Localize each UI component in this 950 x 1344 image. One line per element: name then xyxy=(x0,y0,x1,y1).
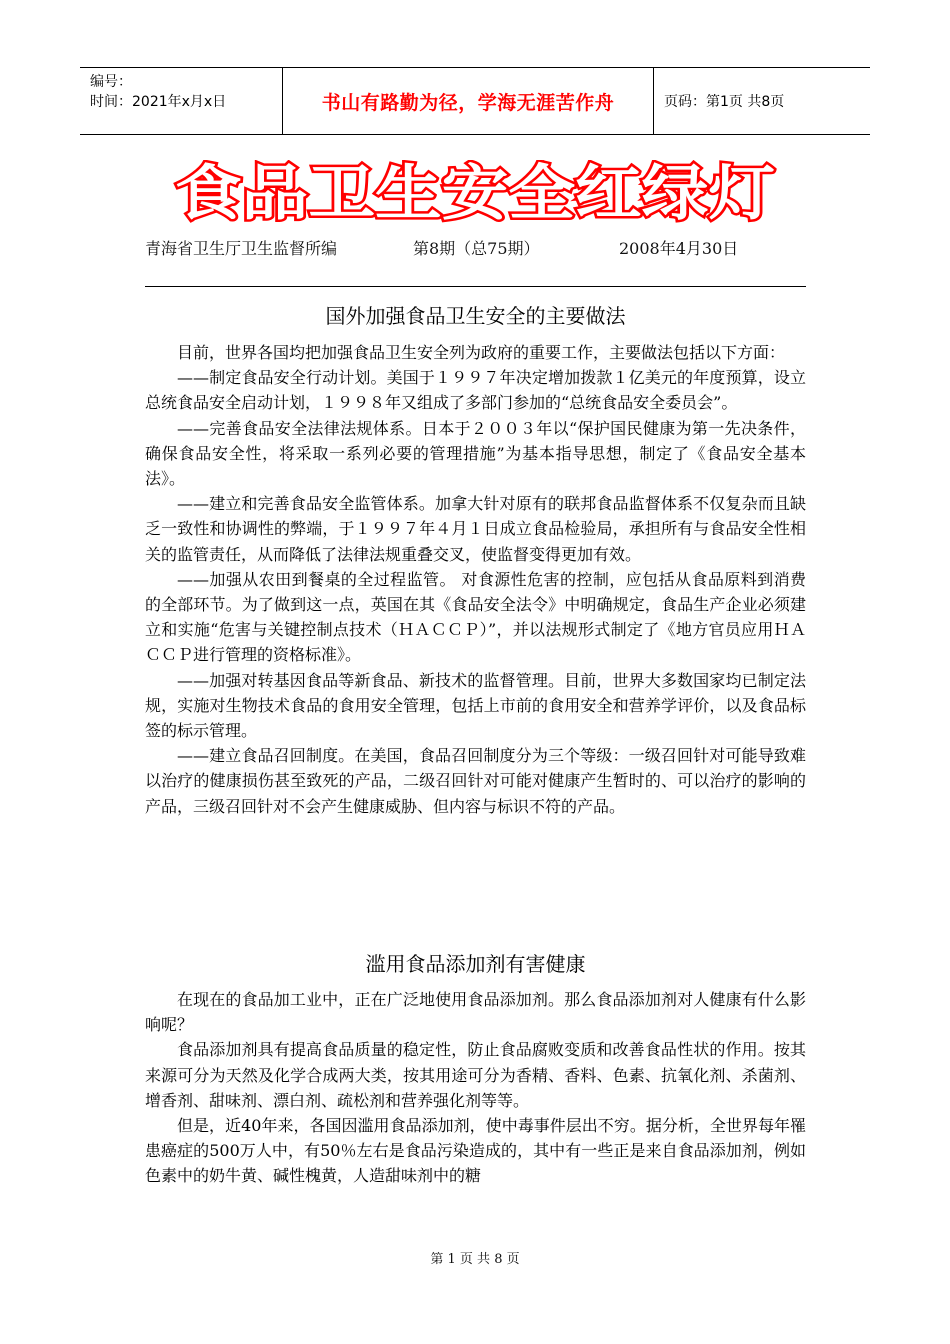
paragraph: ——建立食品召回制度。在美国，食品召回制度分为三个等级：一级召回针对可能导致难以治疗的健康损伤甚至致死的产品，二级召回针对可能对健康产生暂时的、可以治疗的影响的产品，三级召回针对不会产生健康威胁、但内容与标识不符的产品。 xyxy=(145,746,806,816)
article1-title: 国外加强食品卫生安全的主要做法 xyxy=(325,304,626,328)
page-info: 页码：第1页 共8页 xyxy=(664,94,785,110)
motto: 书山有路勤为径，学海无涯苦作舟 xyxy=(282,68,654,134)
paragraph: ——建立和完善食品安全监管体系。加拿大针对原有的联邦食品监督体系不仅复杂而且缺乏一致性和协调性的弊端，于１９９７年４月１日成立食品检验局，承担所有与食品安全性相关的监管责任，从而降低了法律法规重叠交叉，使监督变得更加有效。 xyxy=(145,494,806,564)
document-header xyxy=(80,67,870,135)
date-line: 时间：2021年x月x日 xyxy=(90,94,227,110)
paragraph: ——加强对转基因食品等新食品、新技术的监督管理。目前，世界大多数国家均已制定法规，实施对生物技术食品的食用安全管理，包括上市前的食用安全和营养学评价，以及食品标签的标示管理。 xyxy=(145,670,806,741)
article2-body xyxy=(145,987,806,1189)
issue-line xyxy=(145,236,805,258)
masthead-title-text: 食品卫生安全红绿灯 xyxy=(175,160,775,226)
paragraph: 在现在的食品加工业中，正在广泛地使用食品添加剂。那么食品添加剂对人健康有什么影响呢？ xyxy=(145,990,806,1035)
paragraph: 食品添加剂具有提高食品质量的稳定性，防止食品腐败变质和改善食品性状的作用。按其来源可分为天然及化学合成两大类，按其用途可分为香精、香料、色素、抗氧化剂、杀菌剂、增香剂、甜味剂、漂白剂、疏松剂和营养强化剂等等。 xyxy=(145,1040,806,1110)
paragraph: 但是，近40年来，各国因滥用食品添加剂，使中毒事件层出不穷。据分析，全世界每年罹患癌症的500万人中，有50％左右是食品污染造成的，其中有一些正是来自食品添加剂，例如色素中的奶牛黄、碱性槐黄，人造甜味剂中的糖 xyxy=(145,1116,806,1186)
page-footer: 第 1 页 共 8 页 xyxy=(430,1252,520,1267)
masthead-title xyxy=(140,160,810,226)
article2-title: 滥用食品添加剂有害健康 xyxy=(365,952,586,976)
serial-label: 编号： xyxy=(90,74,132,90)
paragraph: ——制定食品安全行动计划。美国于１９９７年决定增加拨款１亿美元的年度预算，设立总统食品安全启动计划，１９９８年又组成了多部门参加的“总统食品安全委员会”。 xyxy=(145,368,806,413)
divider-rule xyxy=(145,286,806,287)
issue-date: 2008年4月30日 xyxy=(619,239,739,258)
paragraph: ——完善食品安全法律法规体系。日本于２００３年以“保护国民健康为第一先决条件，确保食品安全性，将采取一系列必要的管理措施”为基本指导思想，制定了《食品安全基本法》。 xyxy=(145,418,806,489)
header-meta xyxy=(80,68,282,134)
publisher: 青海省卫生厅卫生监督所编 xyxy=(145,239,338,258)
issue-number: 第8期（总75期） xyxy=(413,239,540,258)
article1-body xyxy=(145,340,806,819)
paragraph: ——加强从农田到餐桌的全过程监管。 对食源性危害的控制，应包括从食品原料到消费的全部环节。为了做到这一点，英国在其《食品安全法令》中明确规定，食品生产企业必须建立和实施“危害与关键控制点技术（ＨＡＣＣＰ）”，并以法规形式制定了《地方官员应用ＨＡＣＣＰ进行管理的资格标准》。 xyxy=(145,569,806,665)
paragraph: 目前，世界各国均把加强食品卫生安全列为政府的重要工作，主要做法包括以下方面： xyxy=(177,343,786,362)
